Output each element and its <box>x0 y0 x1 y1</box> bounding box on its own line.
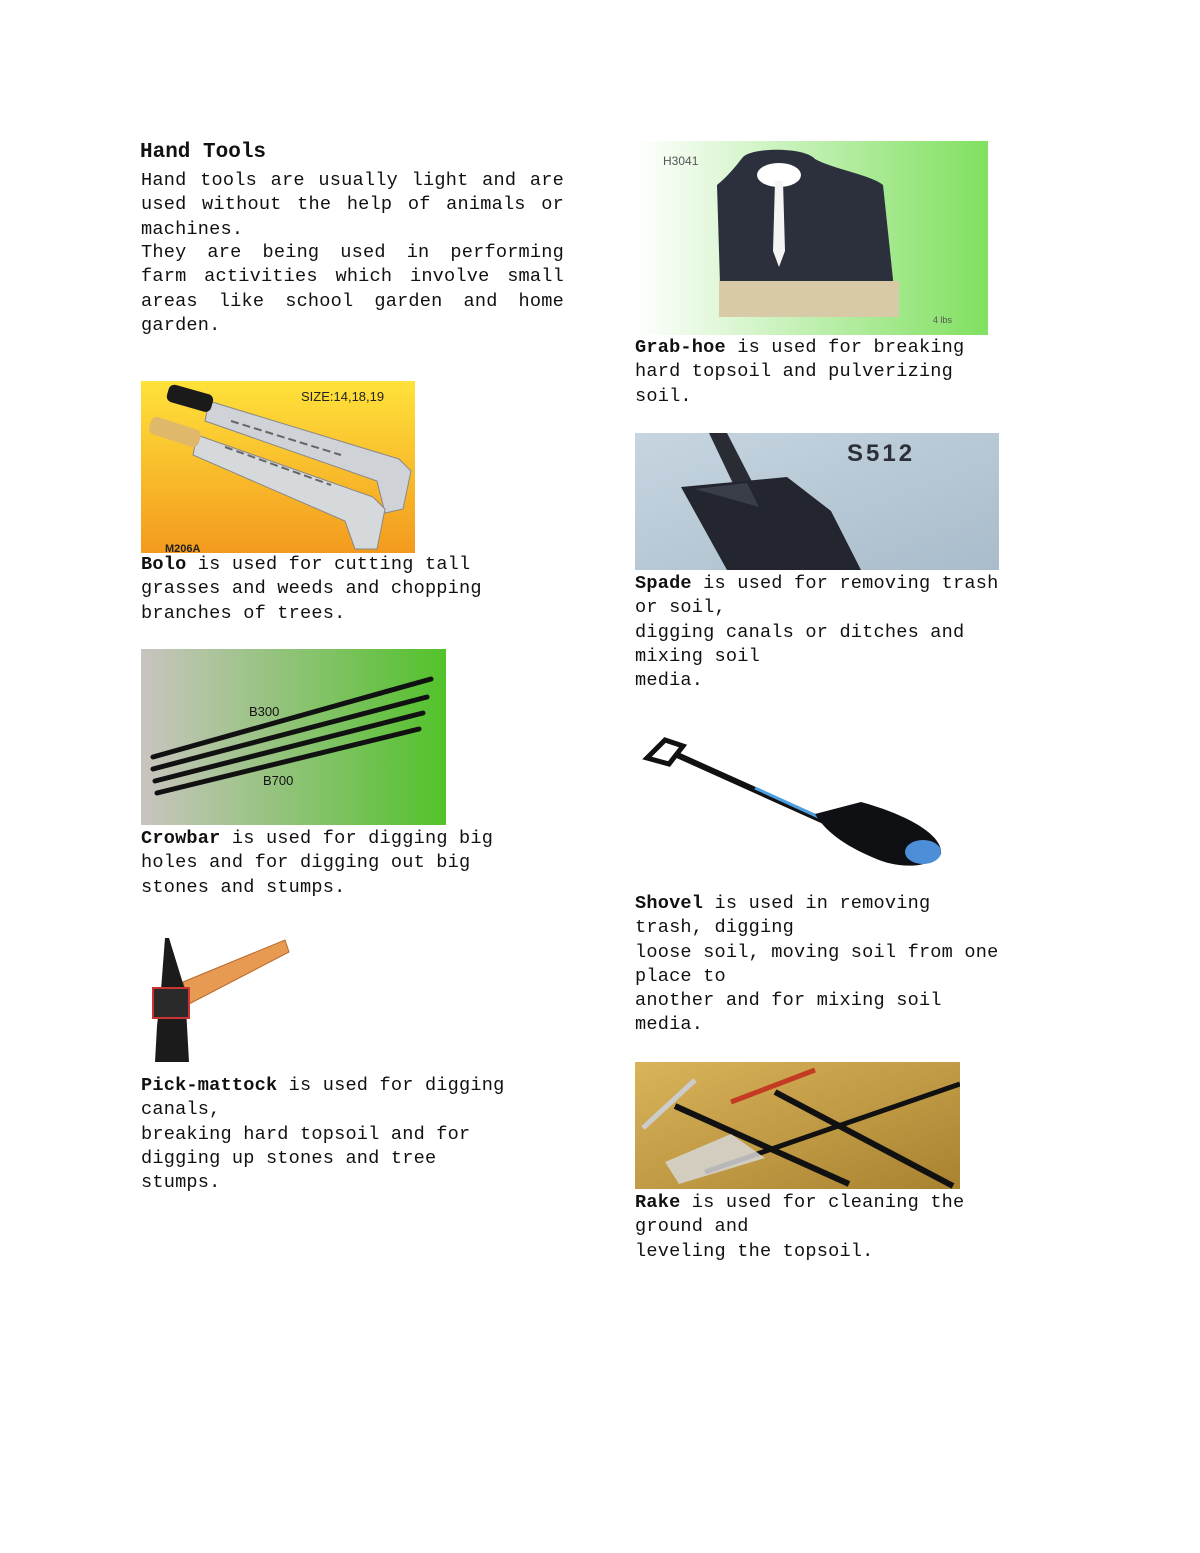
pick-mattock-image <box>141 930 291 1064</box>
pick-mattock-name: Pick-mattock <box>141 1075 278 1096</box>
bolo-image <box>141 381 415 553</box>
pick-mattock-caption <box>141 1074 504 1195</box>
shovel-caption <box>635 892 998 1038</box>
spade-description: is used for removing trash or soil, digging canals or ditches and mixing soil media. <box>635 573 999 692</box>
bolo-code-label: M206A <box>165 543 201 553</box>
bolo-size-label: SIZE:14,18,19 <box>301 389 385 404</box>
grab-hoe-weight-label: 4 lbs <box>933 315 953 325</box>
rake-caption <box>635 1191 964 1264</box>
crowbar-description: is used for digging big holes and for digging out big stones and stumps. <box>141 828 494 898</box>
grab-hoe-caption <box>635 336 964 409</box>
grab-hoe-code-label: H3041 <box>663 154 699 168</box>
spade-caption <box>635 572 998 693</box>
spade-image <box>635 433 999 570</box>
bolo-caption <box>141 553 482 626</box>
bolo-name: Bolo <box>141 554 187 575</box>
crowbar-image <box>141 649 446 825</box>
rake-name: Rake <box>635 1192 681 1213</box>
rake-description: is used for cleaning the ground and leveling the topsoil. <box>635 1192 965 1262</box>
shovel-description: is used in removing trash, digging loose soil, moving soil from one place to another and for mixing soil media. <box>635 893 999 1036</box>
spade-name: Spade <box>635 573 692 594</box>
crowbar-code-label-2: B700 <box>263 773 294 788</box>
shovel-name: Shovel <box>635 893 704 914</box>
crowbar-code-label-1: B300 <box>249 704 280 719</box>
page-title: Hand Tools <box>140 141 267 164</box>
shovel-image <box>635 722 953 892</box>
grab-hoe-image <box>635 141 988 335</box>
crowbar-caption <box>141 827 493 900</box>
bolo-description: is used for cutting tall grasses and weeds and chopping branches of trees. <box>141 554 482 624</box>
intro-paragraph-2: They are being used in performing farm activities which involve small areas like school garden and home garden. <box>141 242 564 336</box>
grab-hoe-description: is used for breaking hard topsoil and pulverizing soil. <box>635 337 965 407</box>
grab-hoe-name: Grab-hoe <box>635 337 726 358</box>
rake-image <box>635 1062 960 1189</box>
crowbar-name: Crowbar <box>141 828 221 849</box>
intro-paragraph-1: Hand tools are usually light and are used without the help of animals or machines. <box>141 170 564 240</box>
spade-code-label: S512 <box>847 440 916 467</box>
pick-mattock-description: is used for digging canals, breaking hard topsoil and for digging up stones and tree stumps. <box>141 1075 505 1194</box>
